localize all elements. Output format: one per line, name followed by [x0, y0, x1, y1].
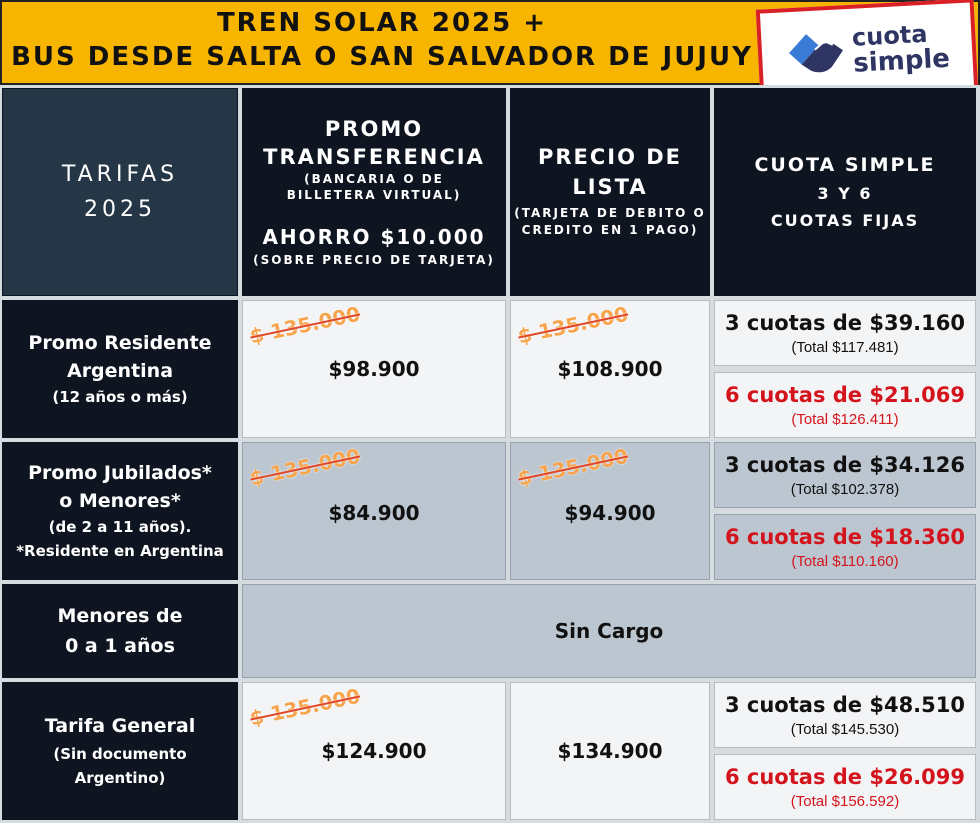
header-lista-note: (TARJETA DE DEBITO O CREDITO EN 1 PAGO) [514, 206, 706, 237]
header-cuota-counts: 3 Y 6 [817, 184, 873, 203]
installments-3: 3 cuotas de $39.160 [724, 310, 965, 335]
header-promo-saving: AHORRO $10.000 [262, 225, 486, 249]
header-cuota-title: CUOTA SIMPLE [754, 154, 936, 176]
installments-6-cell [714, 514, 976, 580]
header-promo-note: (BANCARIA O DE BILLETERA VIRTUAL) [286, 172, 462, 202]
header-cuota-fijas: CUOTAS FIJAS [770, 211, 920, 230]
promo-price: $124.900 [321, 739, 427, 763]
hand-card-icon [784, 28, 848, 77]
header-tarifas [2, 88, 238, 296]
list-price: $134.900 [557, 739, 663, 763]
row-label-promo-residente [2, 300, 238, 438]
promo-price-cell [242, 682, 506, 820]
promo-price-cell [242, 300, 506, 438]
old-price: $ 135.000 [247, 443, 363, 491]
header-lista-title2: LISTA [572, 175, 648, 199]
row-label-tarifa-general [2, 682, 238, 820]
header-promo-title2: TRANSFERENCIA [263, 145, 485, 169]
old-price: $ 135.000 [247, 683, 363, 731]
row-label-line: *Residente en Argentina [16, 542, 224, 560]
list-price: $108.900 [557, 357, 663, 381]
row-label-line: (de 2 a 11 años). [48, 518, 192, 536]
promo-price-cell [242, 442, 506, 580]
row-label-line: o Menores* [59, 490, 181, 512]
header-tarifas-year: 2025 [84, 197, 156, 222]
row-label-line: Promo Residente [28, 332, 212, 354]
list-price-cell [510, 682, 710, 820]
list-price-cell [510, 300, 710, 438]
installments-6-total: (Total $110.160) [791, 552, 899, 570]
installments-3-cell [714, 682, 976, 748]
list-price: $94.900 [564, 501, 656, 525]
row-label-line: Promo Jubilados* [28, 462, 212, 484]
free-of-charge: Sin Cargo [554, 619, 664, 643]
installments-3-total: (Total $102.378) [790, 480, 900, 498]
header-cuota-simple [714, 88, 976, 296]
free-of-charge-cell [242, 584, 976, 678]
installments-3-total: (Total $117.481) [791, 338, 899, 356]
header-promo-transferencia [242, 88, 506, 296]
header-promo-title1: PROMO [324, 117, 424, 141]
old-price: $ 135.000 [515, 301, 631, 349]
installments-3-cell [714, 300, 976, 366]
installments-3: 3 cuotas de $34.126 [724, 452, 965, 477]
header-lista-title1: PRECIO DE [537, 145, 683, 169]
old-price: $ 135.000 [515, 443, 631, 491]
installments-6: 6 cuotas de $18.360 [724, 524, 965, 549]
promo-price: $98.900 [328, 357, 420, 381]
old-price: $ 135.000 [247, 301, 363, 349]
row-label-promo-jubilados [2, 442, 238, 580]
installments-6-cell [714, 372, 976, 438]
logo-word-cuota: cuota [851, 19, 929, 52]
row-label-line: 0 a 1 años [65, 635, 175, 657]
row-label-menores [2, 584, 238, 678]
installments-3-total: (Total $145.530) [790, 720, 900, 738]
installments-6: 6 cuotas de $26.099 [724, 764, 965, 789]
promo-price: $84.900 [328, 501, 420, 525]
installments-6: 6 cuotas de $21.069 [724, 382, 965, 407]
installments-6-total: (Total $126.411) [791, 410, 899, 428]
installments-6-cell [714, 754, 976, 820]
row-label-line: Tarifa General [44, 715, 196, 737]
banner-title-line1: TREN SOLAR 2025 + [216, 8, 548, 38]
header-precio-lista [510, 88, 710, 296]
list-price-cell [510, 442, 710, 580]
installments-3: 3 cuotas de $48.510 [724, 692, 965, 717]
row-label-line: Menores de [57, 605, 183, 627]
row-label-line: Argentina [66, 360, 174, 382]
header-tarifas-label: TARIFAS [61, 162, 179, 187]
row-label-line: Argentino) [74, 769, 166, 787]
banner-title-line2: BUS DESDE SALTA O SAN SALVADOR DE JUJUY [11, 42, 753, 72]
row-label-line: (Sin documento [53, 745, 187, 763]
row-label-line: (12 años o más) [52, 388, 188, 406]
installments-3-cell [714, 442, 976, 508]
logo-word-simple: simple [852, 43, 951, 79]
header-promo-saving-note: (SOBRE PRECIO DE TARJETA) [253, 253, 495, 267]
installments-6-total: (Total $156.592) [790, 792, 900, 810]
